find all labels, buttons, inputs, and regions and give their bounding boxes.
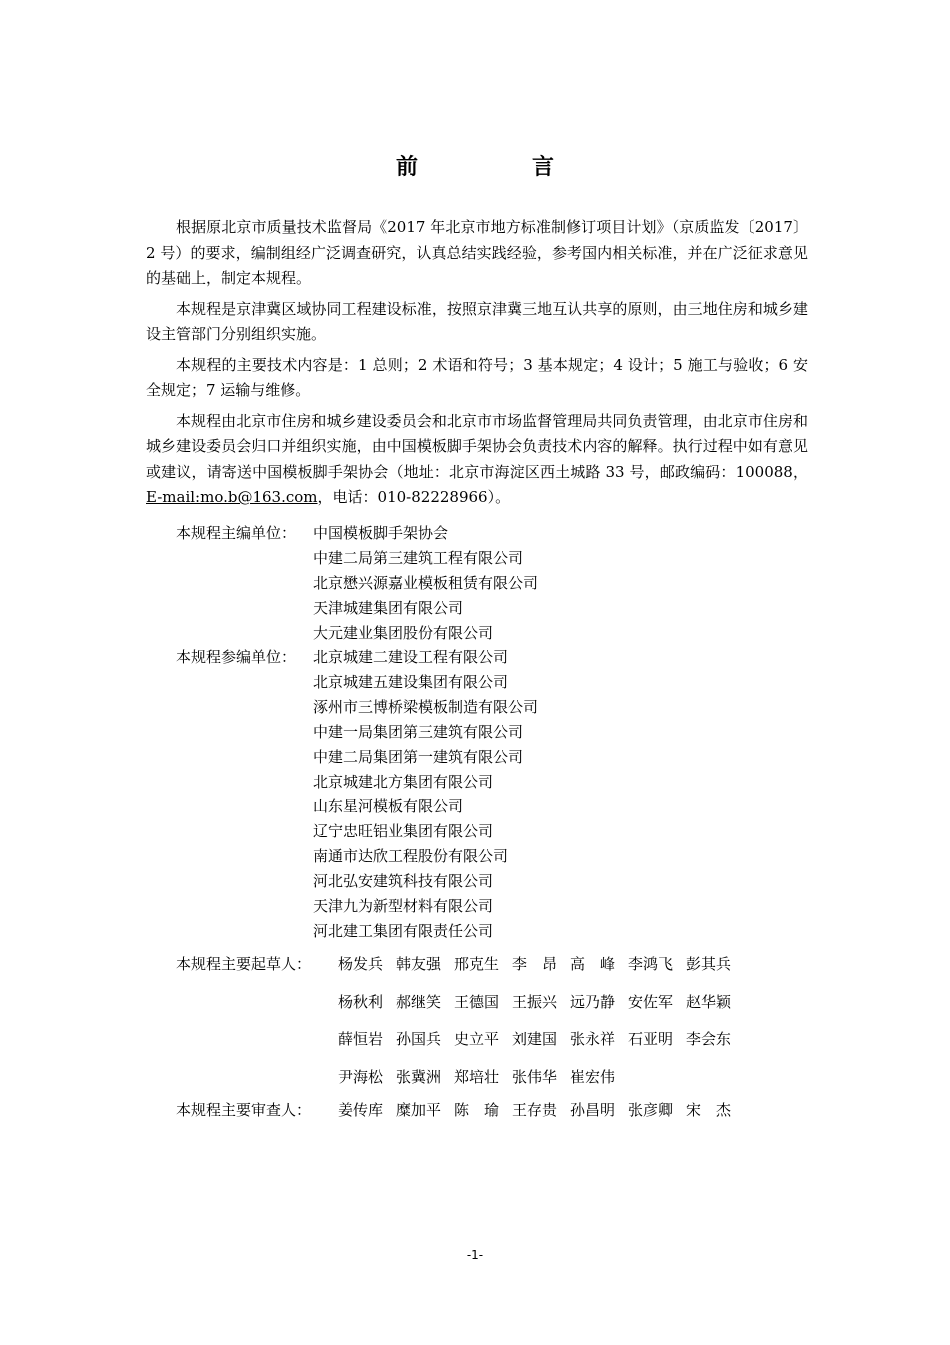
- reviewers: [176, 1099, 796, 1137]
- page-title: 前 言: [395, 155, 600, 180]
- unit-name: 南通市达欣工程股份有限公司: [313, 847, 509, 866]
- drafter-names: [338, 953, 796, 974]
- person-name: 邢克生: [454, 955, 500, 973]
- person-name: 李鸿飞: [628, 955, 674, 973]
- unit-label: 本规程参编单位：: [176, 648, 297, 666]
- paragraph: 本规程是京津冀区域协同工程建设标准，按照京津冀三地互认共享的原则，由三地住房和城乡建设主管部门分别组织实施。: [146, 299, 808, 343]
- drafter-names: [338, 1028, 796, 1049]
- unit-row: [176, 546, 656, 571]
- unit-label: [176, 670, 313, 695]
- person-name: 姜传库: [338, 1101, 384, 1119]
- unit-label: [176, 571, 313, 596]
- drafter-row: [176, 991, 796, 1029]
- unit-row: [176, 571, 656, 596]
- paragraph: 根据原北京市质量技术监督局《2017 年北京市地方标准制修订项目计划》（京质监发〔2017〕2 号）的要求，编制组经广泛调查研究，认真总结实践经验，参考国内相关标准，并在广泛征求意见的基础上，制定本规程。: [146, 218, 808, 287]
- unit-name: 山东星河模板有限公司: [313, 797, 464, 816]
- unit-name: 中建二局集团第一建筑有限公司: [313, 747, 524, 766]
- unit-row: [176, 869, 656, 894]
- unit-name: 涿州市三博桥梁模板制造有限公司: [313, 697, 539, 716]
- person-name: 彭其兵: [686, 955, 732, 973]
- unit-row: [176, 919, 656, 944]
- person-name: 远乃静: [570, 992, 616, 1011]
- unit-row: [176, 745, 656, 770]
- contact-paragraph: [146, 409, 808, 511]
- person-name: 王德国: [454, 992, 500, 1011]
- unit-label: [176, 869, 313, 894]
- person-name: 孙国兵: [396, 1030, 442, 1048]
- paragraph: 本规程的主要技术内容是：1 总则；2 术语和符号；3 基本规定；4 设计；5 施工与验收；6 安全规定；7 运输与维修。: [146, 355, 808, 399]
- unit-label: [176, 894, 313, 919]
- person-name: 李会东: [686, 1030, 732, 1048]
- unit-label: 本规程主编单位：: [176, 524, 297, 542]
- unit-row: [176, 695, 656, 720]
- person-name: 李 昂: [512, 955, 558, 973]
- person-name: 韩友强: [396, 955, 442, 973]
- person-name: 郝继笑: [396, 992, 442, 1011]
- reviewer-label: 本规程主要审查人：: [176, 1101, 312, 1119]
- person-name: 杨秋利: [338, 992, 384, 1011]
- unit-row: [176, 794, 656, 819]
- chief-units: [176, 521, 656, 646]
- person-name: 王振兴: [512, 992, 558, 1011]
- person-name: 安佐军: [628, 992, 674, 1011]
- person-name: 高 峰: [570, 955, 616, 973]
- email-link[interactable]: E-mail:mo.b@163.com: [146, 488, 318, 506]
- person-name: 史立平: [454, 1030, 500, 1048]
- unit-row: [176, 621, 656, 646]
- unit-name: 中建一局集团第三建筑有限公司: [313, 722, 524, 741]
- unit-row: [176, 844, 656, 869]
- unit-label: [176, 919, 313, 944]
- unit-name: 天津城建集团有限公司: [313, 598, 464, 617]
- unit-row: [176, 521, 656, 546]
- foreword-body: [146, 215, 808, 516]
- unit-name: 河北弘安建筑科技有限公司: [313, 872, 494, 891]
- person-name: 赵华颖: [686, 992, 732, 1011]
- unit-label: [176, 794, 313, 819]
- unit-name: 北京城建北方集团有限公司: [313, 772, 494, 791]
- contact-text-after: ，电话：010-82228966）。: [317, 488, 511, 506]
- unit-label: [176, 745, 313, 770]
- unit-name: 天津九为新型材料有限公司: [313, 897, 494, 916]
- drafter-row: [176, 953, 796, 991]
- reviewer-names: [338, 1099, 796, 1120]
- page-number: -1-: [466, 1248, 484, 1262]
- unit-name: 大元建业集团股份有限公司: [313, 623, 494, 642]
- drafters: [176, 953, 796, 1103]
- person-name: 尹海松: [338, 1067, 384, 1086]
- unit-row: [176, 770, 656, 795]
- person-name: 薛恒岩: [338, 1030, 384, 1048]
- drafter-names: [338, 991, 796, 1012]
- drafter-row: [176, 1066, 796, 1104]
- unit-name: 北京城建五建设集团有限公司: [313, 672, 509, 691]
- drafter-row: [176, 1028, 796, 1066]
- person-name: 崔宏伟: [570, 1067, 616, 1086]
- drafter-names: [338, 1066, 796, 1087]
- person-name: 刘建国: [512, 1030, 558, 1048]
- unit-label: [176, 546, 313, 571]
- unit-label: [176, 695, 313, 720]
- person-name: 王存贵: [512, 1101, 558, 1119]
- unit-label: [176, 844, 313, 869]
- person-name: 郑培壮: [454, 1067, 500, 1086]
- person-name: 孙昌明: [570, 1101, 616, 1119]
- person-name: 宋 杰: [686, 1101, 732, 1119]
- unit-name: 中建二局第三建筑工程有限公司: [313, 548, 524, 567]
- unit-row: [176, 894, 656, 919]
- unit-row: [176, 645, 656, 670]
- unit-name: 中国模板脚手架协会: [313, 524, 449, 542]
- person-name: 杨发兵: [338, 955, 384, 973]
- unit-row: [176, 596, 656, 621]
- reviewer-row: [176, 1099, 796, 1137]
- unit-name: 河北建工集团有限责任公司: [313, 921, 494, 940]
- unit-label: [176, 621, 313, 646]
- person-name: 陈 瑜: [454, 1101, 500, 1119]
- person-name: 张伟华: [512, 1067, 558, 1086]
- unit-name: 辽宁忠旺铝业集团有限公司: [313, 822, 494, 841]
- unit-row: [176, 819, 656, 844]
- contact-text-before: 本规程由北京市住房和城乡建设委员会和北京市市场监督管理局共同负责管理，由北京市住房和城乡建设委员会归口并组织实施，由中国模板脚手架协会负责技术内容的解释。执行过程中如有意见或建议，请寄送中国模板脚手架协会（地址：北京市海淀区西土城路 33 号，邮政编码：100088，: [146, 411, 808, 481]
- unit-row: [176, 670, 656, 695]
- person-name: 糜加平: [396, 1101, 442, 1119]
- unit-label: [176, 720, 313, 745]
- person-name: 张永祥: [570, 1030, 616, 1048]
- person-name: 石亚明: [628, 1030, 674, 1048]
- drafter-label: 本规程主要起草人：: [176, 955, 312, 973]
- unit-label: [176, 819, 313, 844]
- person-name: 张彦卿: [628, 1101, 674, 1119]
- unit-name: 北京懋兴源嘉业模板租赁有限公司: [313, 573, 539, 592]
- participating-units: [176, 645, 656, 944]
- unit-name: 北京城建二建设工程有限公司: [313, 648, 509, 666]
- unit-label: [176, 770, 313, 795]
- person-name: 张冀洲: [396, 1067, 442, 1086]
- unit-label: [176, 596, 313, 621]
- unit-row: [176, 720, 656, 745]
